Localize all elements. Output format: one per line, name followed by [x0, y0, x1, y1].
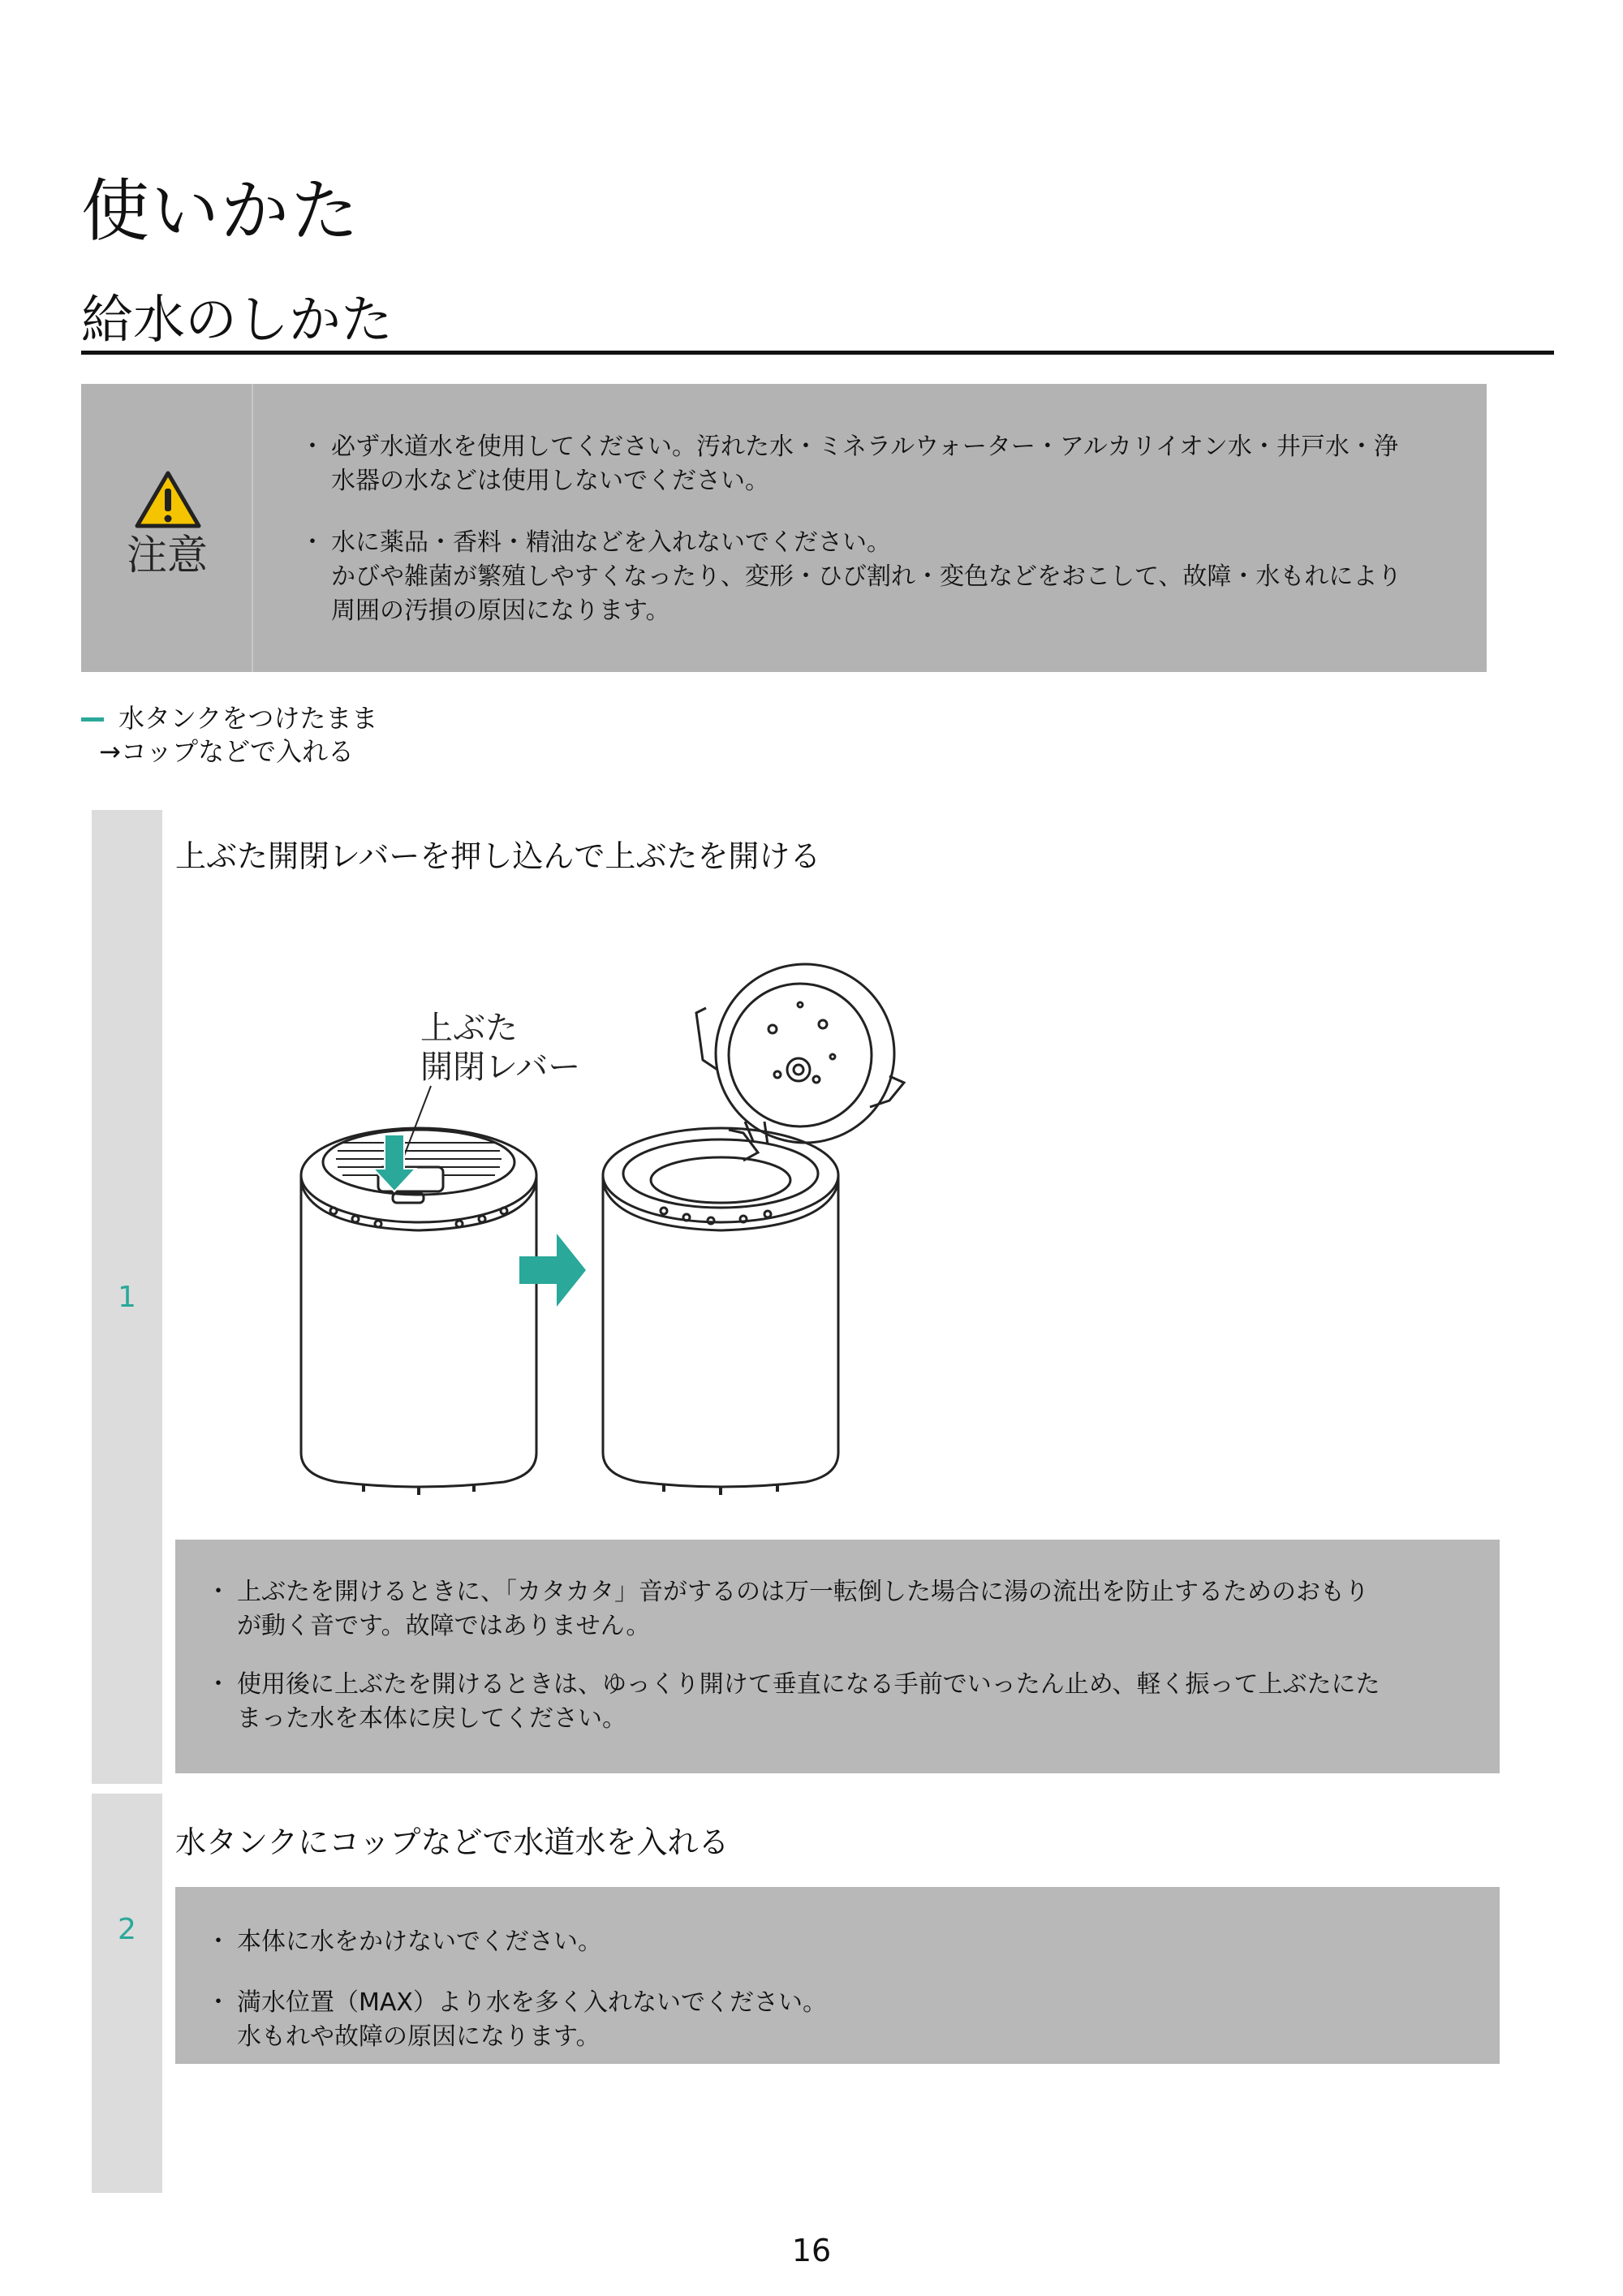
note-item-text: 水もれや故障の原因になります。: [237, 2022, 601, 2051]
step-2-column: [92, 1794, 162, 2193]
bullet-dot: ・: [206, 1928, 230, 1956]
kettle-closed-drawing: [301, 1086, 536, 1495]
arrow-right-icon: [519, 1234, 586, 1307]
caution-box: [81, 384, 1487, 672]
bullet-dot: ・: [206, 1988, 230, 2017]
section-divider: [81, 351, 1554, 355]
kettle-diagram: [175, 909, 1500, 1518]
caution-side-panel: [81, 384, 253, 672]
page-number: 16: [791, 2233, 832, 2268]
step-2-title: 水タンクにコップなどで水道水を入れる: [175, 1824, 730, 1860]
note-item-text: まった水を本体に戻してください。: [237, 1704, 626, 1733]
step-2-number: 2: [118, 1913, 136, 1946]
caution-item-text: 水に薬品・香料・精油などを入れないでください。: [331, 528, 891, 557]
bullet-dot: ・: [300, 433, 325, 461]
bullet-dot: ・: [300, 528, 325, 557]
callout-label-line: 上ぶた: [420, 1010, 518, 1047]
note-item-text: 上ぶたを開けるときに、「カタカタ」音がするのは万一転倒した場合に湯の流出を防止するためのおもり: [237, 1578, 1369, 1606]
prefill-note-line: →コップなどで入れる: [99, 736, 355, 767]
section-title: 給水のしかた: [81, 291, 393, 351]
caution-item-text: 必ず水道水を使用してください。汚れた水・ミネラルウォーター・アルカリイオン水・井戸水・浄: [331, 433, 1398, 461]
accent-dash: [81, 717, 104, 722]
note-item-text: 本体に水をかけないでください。: [237, 1928, 602, 1956]
note-item-text: 使用後に上ぶたを開けるときは、ゆっくり開けて垂直になる手前でいったん止め、軽く振って上ぶたにた: [237, 1670, 1380, 1699]
step-1-note-box: [175, 1540, 1500, 1773]
step-1-number: 1: [118, 1281, 136, 1314]
warning-triangle-icon: [134, 469, 202, 529]
caution-label: 注意: [127, 532, 208, 579]
caution-item-text: 水器の水などは使用しないでください。: [331, 467, 769, 495]
bullet-dot: ・: [206, 1670, 230, 1699]
step-1-illustration: [175, 909, 1500, 1518]
step-2-note-box: [175, 1887, 1500, 2064]
note-item-text: 満水位置（MAX）より水を多く入れないでください。: [237, 1988, 827, 2017]
bullet-dot: ・: [206, 1578, 230, 1606]
step-1-title: 上ぶた開閉レバーを押し込んで上ぶたを開ける: [175, 838, 821, 874]
page-title: 使いかた: [81, 171, 361, 251]
caution-item-text: かびや雑菌が繁殖しやすくなったり、変形・ひび割れ・変色などをおこして、故障・水もれにより: [331, 562, 1402, 591]
kettle-open-drawing: [603, 964, 904, 1495]
caution-item-text: 周囲の汚損の原因になります。: [331, 597, 670, 625]
prefill-note-line: 水タンクをつけたまま: [118, 703, 378, 734]
note-item-text: が動く音です。故障ではありません。: [237, 1612, 651, 1640]
callout-label-line: 開閉レバー: [420, 1049, 581, 1086]
